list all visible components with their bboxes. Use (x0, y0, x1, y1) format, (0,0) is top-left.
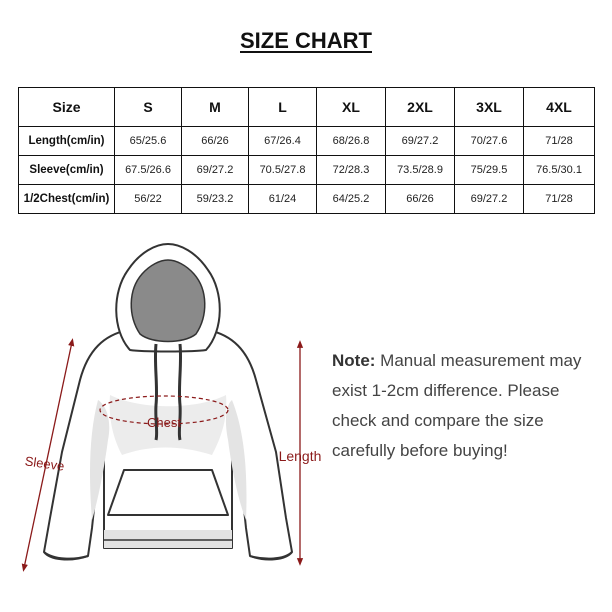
chest-label: Chest (147, 415, 181, 430)
table-cell: 76.5/30.1 (524, 156, 595, 185)
table-cell: 67/26.4 (249, 127, 317, 156)
table-cell: 65/25.6 (115, 127, 182, 156)
table-cell: 71/28 (524, 127, 595, 156)
header-cell-4xl: 4XL (524, 88, 595, 127)
table-cell: 75/29.5 (455, 156, 524, 185)
table-cell: 69/27.2 (455, 185, 524, 214)
size-chart-title: SIZE CHART (240, 28, 372, 53)
kangaroo-pocket (108, 470, 228, 515)
row-label-sleeve: Sleeve(cm/in) (19, 156, 115, 185)
note-label: Note: (332, 351, 376, 370)
sleeve-label: Sleeve (23, 453, 66, 474)
header-cell-s: S (115, 88, 182, 127)
table-cell: 71/28 (524, 185, 595, 214)
header-cell-xl: XL (317, 88, 386, 127)
table-cell: 70/27.6 (455, 127, 524, 156)
length-label: Length (278, 448, 322, 464)
header-cell-3xl: 3XL (455, 88, 524, 127)
table-cell: 66/26 (182, 127, 249, 156)
size-table (18, 87, 595, 214)
hoodie-illustration (0, 228, 330, 598)
header-cell-size: Size (19, 88, 115, 127)
table-cell: 70.5/27.8 (249, 156, 317, 185)
table-cell: 68/26.8 (317, 127, 386, 156)
table-cell: 73.5/28.9 (386, 156, 455, 185)
table-row-half-chest (19, 185, 595, 214)
table-cell: 64/25.2 (317, 185, 386, 214)
table-cell: 59/23.2 (182, 185, 249, 214)
table-row-length (19, 127, 595, 156)
table-row-sleeve (19, 156, 595, 185)
table-header-row (19, 88, 595, 127)
hoodie-shadow-hem (104, 530, 232, 548)
header-cell-m: M (182, 88, 249, 127)
table-cell: 66/26 (386, 185, 455, 214)
header-cell-l: L (249, 88, 317, 127)
measurement-note (332, 346, 604, 466)
table-cell: 61/24 (249, 185, 317, 214)
header-cell-2xl: 2XL (386, 88, 455, 127)
row-label-half-chest: 1/2Chest(cm/in) (19, 185, 115, 214)
note-text: Manual measurement may exist 1-2cm difference. Please check and compare the size carefully before buying! (332, 351, 582, 460)
table-cell: 69/27.2 (386, 127, 455, 156)
row-label-length: Length(cm/in) (19, 127, 115, 156)
table-cell: 67.5/26.6 (115, 156, 182, 185)
table-cell: 69/27.2 (182, 156, 249, 185)
table-cell: 72/28.3 (317, 156, 386, 185)
table-cell: 56/22 (115, 185, 182, 214)
